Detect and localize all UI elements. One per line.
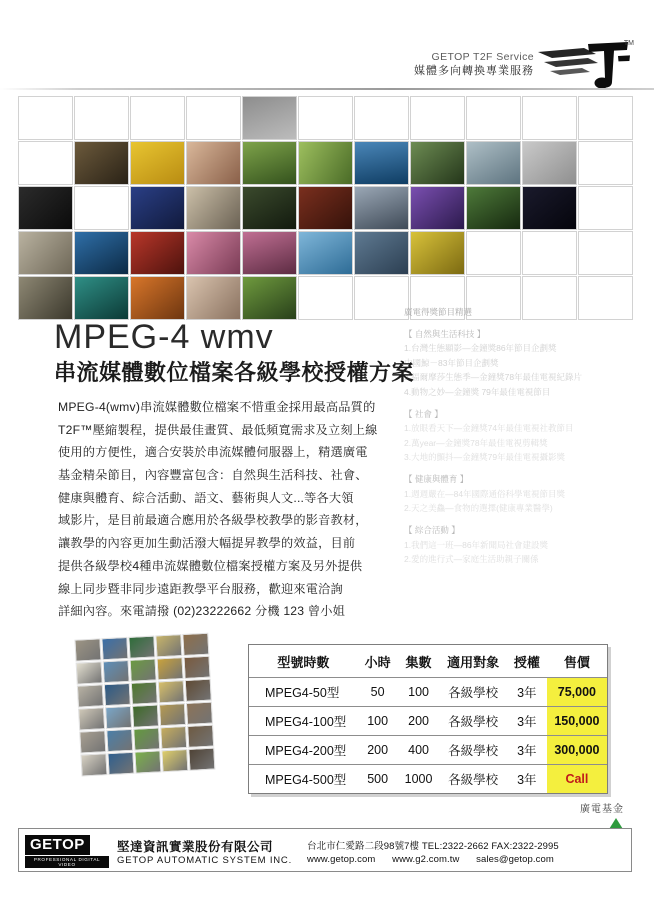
brand-texts [414,50,534,79]
thumb-empty-slot [578,96,633,140]
thumb-hands-closeup [186,141,241,185]
thumb-image [131,232,184,274]
email-sales[interactable]: sales@getop.com [476,854,554,865]
thumb-image [75,142,128,184]
thumb-image [467,187,520,229]
t2f-logo [534,38,632,90]
thumb-lotus-pond [242,231,297,275]
mosaic-thumb [134,750,161,773]
thumb-blue-sea [354,141,409,185]
thumb-empty-slot [466,96,521,140]
company-name-cn: 堅達資訊實業股份有限公司 [117,840,274,854]
mosaic-thumb [157,657,184,680]
cell-model: MPEG4-50型 [249,678,358,707]
getop-wordmark: GETOP [25,835,90,855]
col-license: 授權 [513,655,540,670]
thumb-sea-turtle [74,276,129,320]
thumb-empty-slot [410,96,465,140]
thumb-empty-slot [578,231,633,275]
thumb-pink-lotus [186,231,241,275]
thumb-empty-slot [354,276,409,320]
body-line: 域影片，是目前最適合應用於各級學校教學的影音教材， [58,513,368,528]
thumb-blue-sky-bird [298,231,353,275]
pricing-table [249,645,607,793]
thumb-green-field [298,141,353,185]
mosaic-thumb [105,706,132,729]
thumb-image [299,232,352,274]
body-line: 詳細內容。來電請撥 (02)23222662 分機 123 曾小姐 [58,604,346,619]
thumb-image [467,142,520,184]
mosaic-thumb [155,634,182,657]
award-group-label: 【 健康與體育 】 [404,474,469,485]
mosaic-thumb [76,661,103,684]
cell-license: 3年 [507,765,547,794]
thumb-two-women [186,186,241,230]
header [0,0,654,92]
page-subtitle: 串流媒體數位檔案各級學校授權方案 [54,360,415,385]
cell-hours: 500 [358,765,398,794]
thumb-empty-slot [298,96,353,140]
thumb-books-stack [130,186,185,230]
cell-model: MPEG4-100型 [249,707,358,736]
award-list-item: 中國鯨－83年節目企劃獎 [404,357,499,368]
getop-tagline: PROFESSIONAL DIGITAL VIDEO [25,856,109,868]
cell-model: MPEG4-200型 [249,736,358,765]
thumb-image [187,232,240,274]
trademark-symbol: TM [623,40,634,47]
thumb-group-people [354,186,409,230]
thumb-image [355,187,408,229]
thumb-image [187,142,240,184]
company-address: 台北市仁愛路二段98號7樓 TEL:2322-2662 FAX:2322-2995 [307,841,559,852]
thumb-image [411,232,464,274]
thumb-cliff-carving [18,231,73,275]
thumb-cactus-garden [242,141,297,185]
thumb-image [19,277,72,319]
mosaic-thumb [74,638,101,661]
cell-episodes: 100 [398,678,440,707]
thumb-black-calligraphy [18,186,73,230]
thumb-caption-card [354,231,409,275]
mosaic-thumb [183,656,210,679]
thumb-image [19,232,72,274]
thumb-stone-pagoda [18,276,73,320]
mosaic-thumb [104,683,131,706]
thumb-empty-slot [298,276,353,320]
award-list-item: 1.週週嚴在—84年國際通俗科學電視節目獎 [404,488,566,499]
table-row [249,678,607,707]
thumb-bare-feet [186,276,241,320]
thumb-image [355,232,408,274]
col-episodes: 集數 [405,655,432,670]
thumb-stone-carving [74,141,129,185]
thumb-empty-slot [578,186,633,230]
mosaic-thumb [182,633,209,656]
service-name-cn: 媒體多向轉換專業服務 [414,65,534,78]
cell-license: 3年 [507,736,547,765]
thumb-misty-mountain [466,141,521,185]
thumb-image [243,142,296,184]
thumb-calligraphy-scroll [18,141,73,185]
thumb-image [243,232,296,274]
mosaic-thumb [186,702,213,725]
website-g2[interactable]: www.g2.com.tw [392,854,460,865]
thumb-image [243,277,296,319]
table-header-row [249,645,607,678]
header-divider [0,88,654,90]
thumb-image [19,142,72,184]
mosaic-thumb [79,730,106,753]
thumb-grey-texture [242,96,297,140]
award-list-item: 1.台灣生態顯影—金鐘獎86年節目企劃獎 [404,343,557,354]
thumb-green-leaves [242,276,297,320]
award-list-item: 2.天之美鱻—食物的選擇(健康專業醫學) [404,503,553,514]
pricing-table-container [248,644,608,794]
table-row [249,736,607,765]
cell-license: 3年 [507,707,547,736]
t2f-logo-svg [534,38,632,90]
thumb-wooden-house [410,141,465,185]
cell-license: 3年 [507,678,547,707]
getop-logo [25,835,109,868]
cell-price[interactable]: Call [547,765,607,794]
thumb-image [355,142,408,184]
award-group-label: 【 社會 】 [404,408,443,419]
award-group-label: 【 自然與生活科技 】 [404,328,486,339]
cell-price: 300,000 [547,736,607,765]
award-list-item: 4.動物之妙—金鐘獎 79年最佳電視節目 [404,387,551,398]
thumb-image [19,187,72,229]
mosaic-thumb [80,753,107,776]
thumb-image [411,187,464,229]
mosaic-thumb [130,658,157,681]
thumb-empty-slot [578,141,633,185]
thumb-image [523,187,576,229]
col-hours: 小時 [364,655,391,670]
cell-episodes: 1000 [398,765,440,794]
thumb-orange-flowers [130,276,185,320]
website-getop[interactable]: www.getop.com [307,854,376,865]
body-line: 讓教學的內容更加生動活潑大幅提昇教學的效益，目前 [58,536,356,551]
thumb-image [299,142,352,184]
mosaic-thumb [160,726,187,749]
cell-hours: 200 [358,736,398,765]
mosaic-thumb [101,637,128,660]
mosaic-thumb [161,749,188,772]
award-list-title: 廣電得獎節目精選 [404,307,473,317]
mosaic-thumb [103,660,130,683]
mini-thumbnail-mosaic [74,632,219,779]
thumb-purple-cubes [410,186,465,230]
col-target: 適用對象 [447,655,500,670]
award-list-item: 1.我們這一班—86年新聞局社會建設獎 [404,539,549,550]
thumb-yellow-signboard [130,141,185,185]
thumb-image [131,187,184,229]
mosaic-thumb [77,684,104,707]
body-line: 提供各級學校4種串流媒體數位檔案授權方案及另外提供 [58,558,363,573]
mosaic-thumb [131,681,158,704]
thumb-empty-slot [130,96,185,140]
service-name-en: GETOP T2F Service [431,51,534,63]
thumb-empty-slot [522,231,577,275]
body-line: 線上同步暨非同步遠距教學平台服務，歡迎來電洽詢 [58,581,343,596]
thumb-empty-slot [18,96,73,140]
mosaic-thumb [133,727,160,750]
table-row [249,765,607,794]
thumb-empty-slot [186,96,241,140]
mosaic-thumb [107,752,134,775]
cell-model: MPEG4-500型 [249,765,358,794]
body-line: 使用的方便性，適合安裝於串流媒體伺服器上，精選廣電 [58,445,368,460]
body-line: MPEG-4(wmv)串流媒體數位檔案不惜重金採用最高品質的 [58,400,376,414]
footer [18,828,632,872]
cell-target: 各級學校 [440,765,507,794]
mosaic-thumb [159,703,186,726]
thumb-dark-foliage [242,186,297,230]
thumb-image [187,277,240,319]
mosaic-thumb [158,680,185,703]
thumb-empty-slot [466,231,521,275]
broadcast-fund-label: 廣電基金 [580,804,624,815]
thumb-image [131,277,184,319]
thumb-image [299,187,352,229]
thumb-empty-slot [74,96,129,140]
thumb-empty-slot [522,96,577,140]
thumb-image [75,277,128,319]
body-line: T2F™壓縮製程，提供最佳畫質、最低頻寬需求及立刻上線 [58,422,378,437]
mosaic-thumb [78,707,105,730]
thumb-blue-coral [74,231,129,275]
mosaic-thumb [187,725,214,748]
mosaic-thumb [128,636,155,659]
body-copy [58,396,408,623]
thumb-red-lanterns [130,231,185,275]
cell-target: 各級學校 [440,736,507,765]
mosaic-thumb [188,748,215,771]
thumb-empty-slot [74,186,129,230]
body-line: 健康與體育、綜合活動、語文、藝術與人文...等各大領 [58,490,354,505]
pricing-table-body [249,678,607,794]
col-price: 售價 [563,655,590,670]
mosaic-thumb [185,679,212,702]
thumb-image [131,142,184,184]
award-group-label: 【 綜合活動 】 [404,524,460,535]
cell-hours: 50 [358,678,398,707]
thumb-image [243,187,296,229]
col-model: 型號時數 [277,655,330,670]
mosaic-thumb [106,729,133,752]
cell-episodes: 400 [398,736,440,765]
thumb-image [75,232,128,274]
thumb-image [187,187,240,229]
award-list-item: 2.萬year—金鐘獎78年最佳電視剪輯獎 [404,437,548,448]
cell-target: 各級學校 [440,707,507,736]
thumb-grey-cloud [522,141,577,185]
thumb-night-fireworks [522,186,577,230]
cell-hours: 100 [358,707,398,736]
award-program-list [404,305,646,567]
thumb-image [411,142,464,184]
cell-target: 各級學校 [440,678,507,707]
thumb-green-light [466,186,521,230]
award-list-item: 3.大地的顫抖—金鐘獎79年最佳電視攝影獎 [404,452,566,463]
cell-price: 75,000 [547,678,607,707]
mosaic-thumb [132,704,159,727]
company-contact-links [307,854,568,865]
body-line: 基金精朵節目，內容豐富包含：自然與生活科技、社會、 [58,468,368,483]
thumb-image [243,97,296,139]
thumb-temple-plaque [298,186,353,230]
table-row [249,707,607,736]
award-list-item: 2.愛的進行式—家庭生活助親子關係 [404,554,539,565]
pricing-table-head [249,645,607,678]
award-list-item: 2.福爾摩莎生態季—金鐘獎78年最佳電視紀錄片 [404,372,583,383]
award-list-item: 1.放眼看天下—金鐘獎74年最佳電視社教節目 [404,423,574,434]
company-name-en: GETOP AUTOMATIC SYSTEM INC. [117,855,293,866]
cell-episodes: 200 [398,707,440,736]
thumb-image [523,142,576,184]
thumb-empty-slot [354,96,409,140]
page-title: MPEG-4 wmv [54,318,274,356]
cell-price: 150,000 [547,707,607,736]
thumb-yellow-blocks [410,231,465,275]
